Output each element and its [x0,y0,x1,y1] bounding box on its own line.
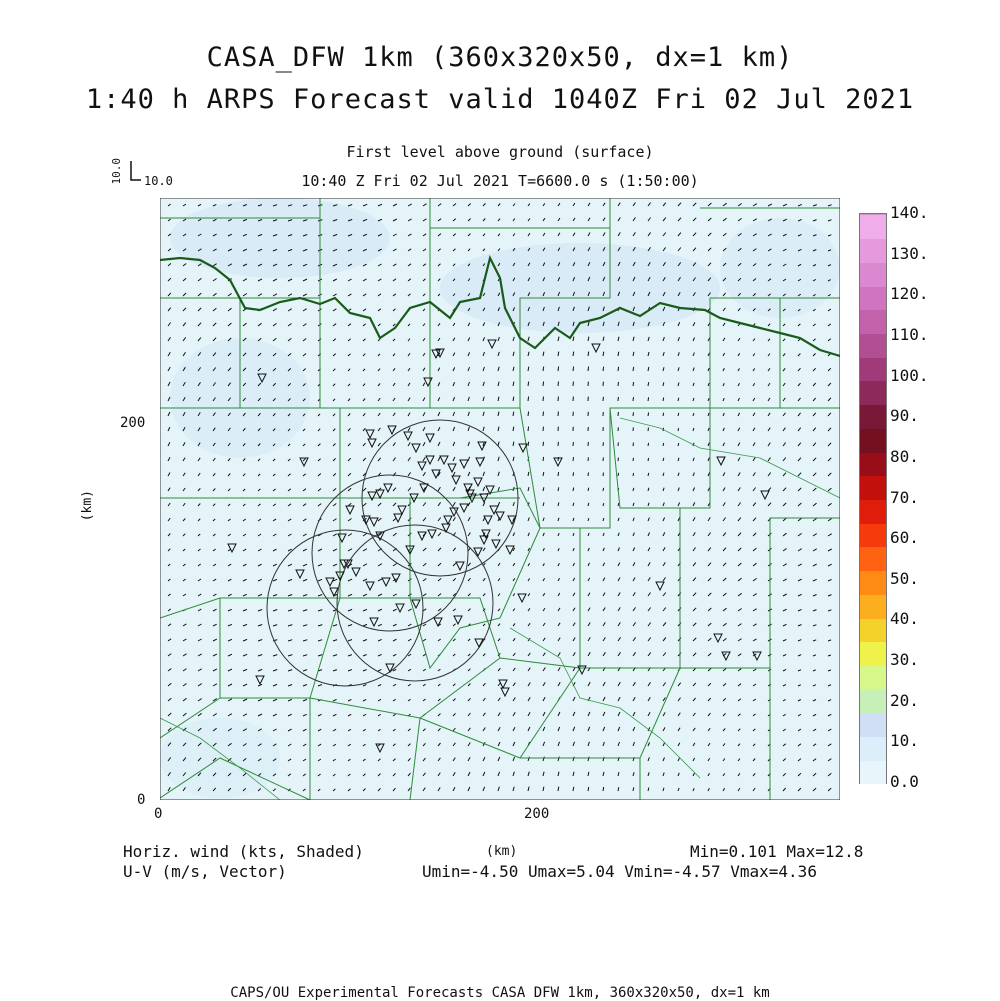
colorbar-label: 120. [890,284,929,303]
colorbar-label: 60. [890,528,919,547]
wind-vector [603,488,604,491]
wind-vector [633,473,634,476]
y-tick-200: 200 [120,415,145,431]
vector-field-label: U-V (m/s, Vector) [123,862,287,881]
wind-vector [633,458,634,461]
wind-vector [618,367,619,371]
wind-vector [543,442,544,446]
uv-range-readout: Umin=-4.50 Umax=5.04 Vmin=-4.57 Vmax=4.36 [422,862,817,881]
colorbar-segment [860,214,886,239]
x-tick-0: 0 [154,806,162,822]
colorbar-segment [860,688,886,713]
wind-vector [528,382,529,386]
colorbar-label: 90. [890,406,919,425]
wind-vector [588,488,589,491]
colorbar-segment [860,475,886,500]
wind-map [160,198,840,800]
wind-vector [663,413,664,416]
colorbar-label: 20. [890,691,919,710]
reference-arrow-icon [128,160,142,184]
x-axis-label: (km) [486,844,517,859]
wind-vector [663,398,664,402]
credit-line: CAPS/OU Experimental Forecasts CASA DFW 1km, 360x320x50, dx=1 km [0,985,1000,1001]
wind-vector [618,473,619,476]
wind-vector [528,412,529,416]
wind-vector [648,428,649,431]
y-axis-label: (km) [80,490,95,521]
wind-vector [618,382,619,386]
wind-vector [603,787,604,791]
wind-vector [573,352,574,356]
min-max-readout: Min=0.101 Max=12.8 [690,842,863,861]
colorbar-label: 80. [890,447,919,466]
colorbar-label: 70. [890,488,919,507]
plot-title: CASA_DFW 1km (360x320x50, dx=1 km) [0,42,1000,73]
wind-vector [543,397,544,401]
wind-vector [543,427,544,431]
wind-vector [618,458,619,461]
colorbar-segment [860,499,886,524]
wind-vector [543,457,544,461]
colorbar-segment [860,261,886,286]
colorbar-segment [860,641,886,666]
wind-vector [573,367,574,371]
colorbar-label: 100. [890,366,929,385]
wind-vector [648,397,649,401]
wind-vector [663,443,664,446]
wind-vector [573,488,574,492]
wind-vector [633,397,634,401]
wind-vector [678,428,679,431]
x-tick-200: 200 [524,806,549,822]
wind-vector [603,367,604,371]
colorbar-label: 40. [890,609,919,628]
wind-vector [588,367,589,371]
colorbar-label: 0.0 [890,772,919,791]
shaded-field-label: Horiz. wind (kts, Shaded) [123,842,364,861]
wind-vector [648,458,649,461]
wind-vector [558,382,559,387]
colorbar-segment [860,593,886,618]
wind-vector [528,397,529,402]
colorbar-label: 10. [890,731,919,750]
y-tick-0: 0 [137,792,145,808]
wind-vector [573,472,574,476]
wind-vector [528,442,529,446]
colorbar-segment [860,333,886,358]
colorbar-label: 50. [890,569,919,588]
colorbar-segment [860,404,886,429]
colorbar-segment [860,546,886,571]
wind-vector [528,427,529,431]
wind-vector [633,367,634,371]
wind-vector [558,367,559,372]
level-subtitle: First level above ground (surface) [0,143,1000,161]
wind-vector [543,382,544,387]
colorbar-segment [860,664,886,689]
colorbar-segment [860,570,886,595]
wind-vector [588,473,589,477]
wind-vector [633,443,634,446]
wind-vector [648,382,649,386]
colorbar-label: 140. [890,203,929,222]
colorbar-label: 110. [890,325,929,344]
valid-time-line: 10:40 Z Fri 02 Jul 2021 T=6600.0 s (1:50:00) [0,172,1000,190]
colorbar-segment [860,427,886,452]
colorbar-segment [860,309,886,334]
wind-vector [588,352,589,356]
colorbar-segment [860,238,886,263]
wind-vector [633,412,634,416]
colorbar [859,213,887,784]
wind-vector [648,473,649,476]
wind-vector [543,412,544,416]
colorbar-segment [860,285,886,310]
wind-vector [633,382,634,386]
colorbar-segment [860,356,886,381]
colorbar-segment [860,380,886,405]
wind-vector [588,787,589,791]
wind-vector [558,472,559,476]
colorbar-segment [860,736,886,761]
wind-vector [573,457,574,461]
colorbar-segment [860,712,886,737]
plot-forecast-title: 1:40 h ARPS Forecast valid 1040Z Fri 02 Jul 2021 [0,84,1000,115]
colorbar-segment [860,451,886,476]
colorbar-segment [860,617,886,642]
colorbar-segment [860,522,886,547]
colorbar-label: 130. [890,244,929,263]
colorbar-segment [860,759,886,784]
colorbar-label: 30. [890,650,919,669]
wind-vector [648,443,649,446]
reference-vector-u-label: 10.0 [144,174,173,188]
reference-vector-v-label: 10.0 [110,158,123,185]
reference-vector [110,158,180,190]
wind-vector [543,367,544,371]
wind-vector [603,473,604,476]
wind-vector [648,413,649,417]
